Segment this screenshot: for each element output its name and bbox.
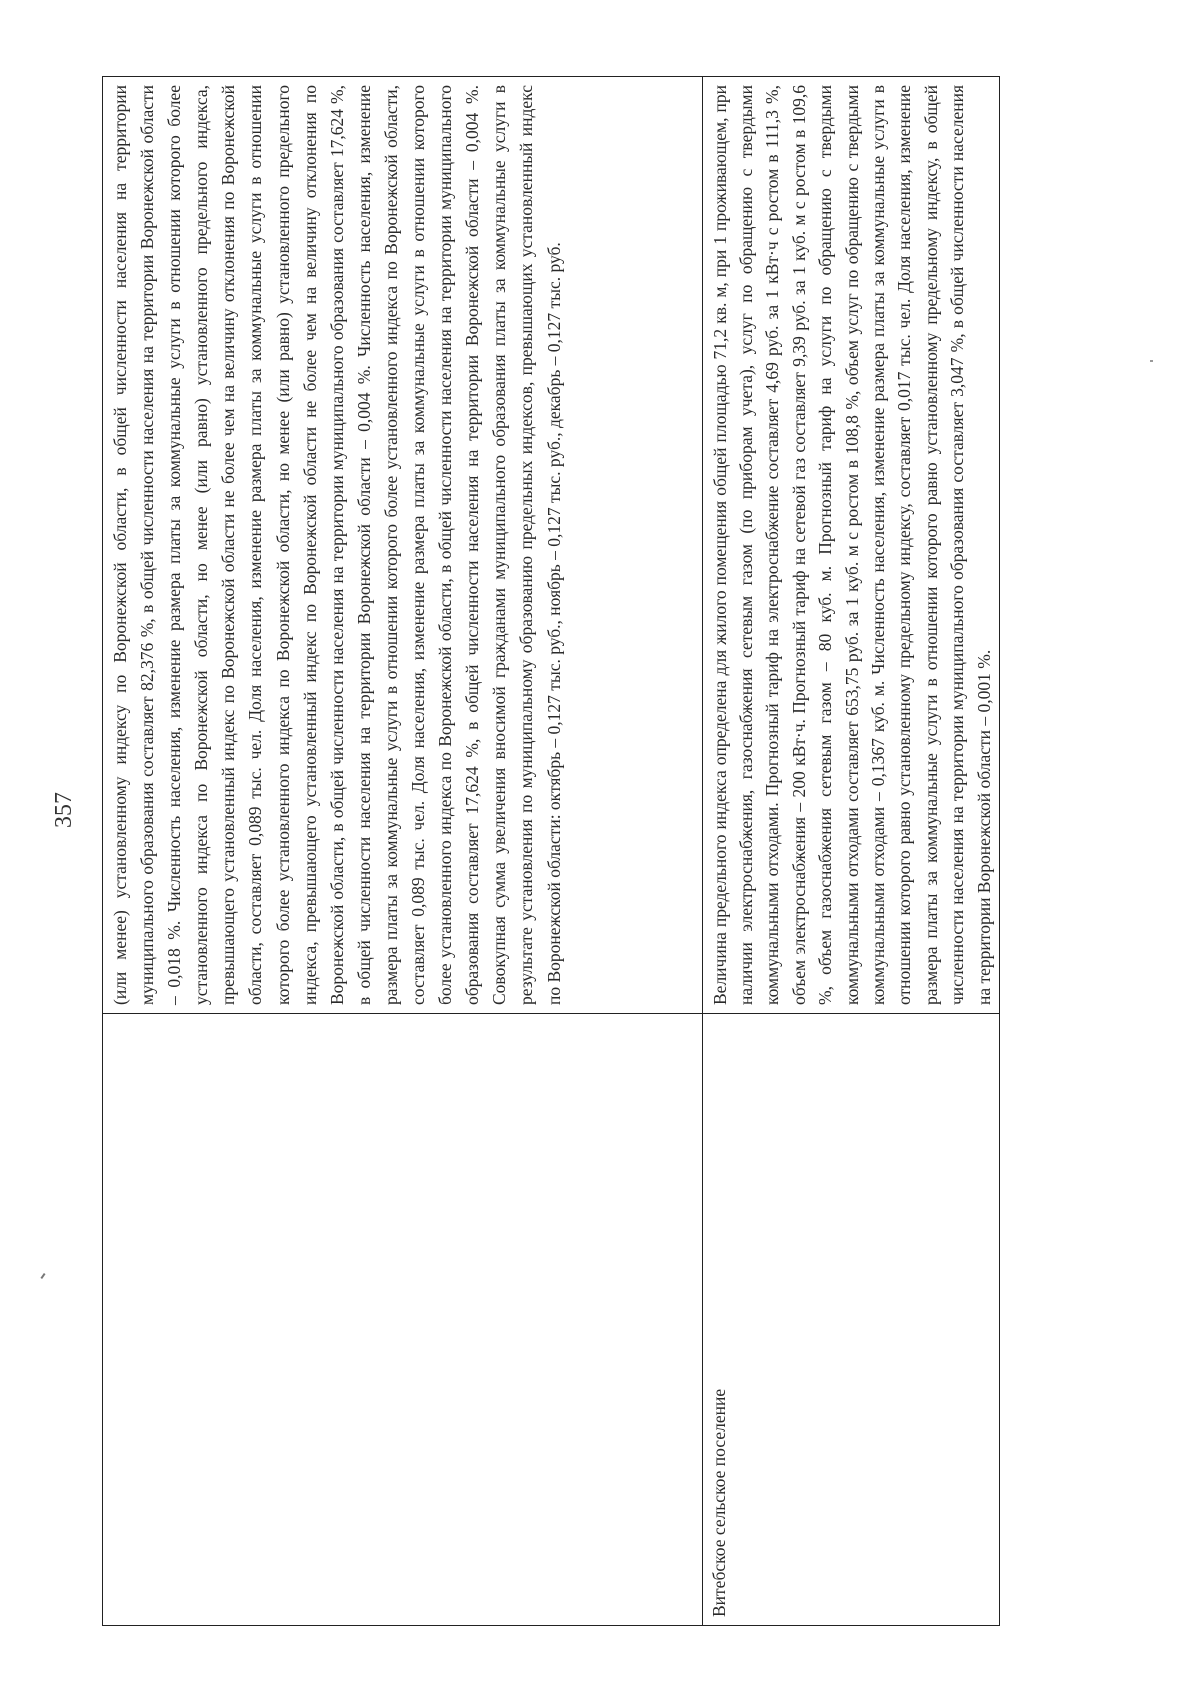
scan-speck	[1150, 360, 1153, 362]
table-row	[103, 77, 703, 1625]
description-cell: (или менее) установленному индексу по Воронежской области, в общей численности населения на территории муниципального образования составляет 82,376 %, в общей численности населения на территории Воронежской области – 0,018 %. Численность населения, изменение размера платы за коммунальные услуги в отношении которого более установленного индекса по Воронежской области, но менее (или равно) установленного предельного индекса, превышающего установленный индекс по Воронежской области не более чем на величину отклонения по Воронежской области, составляет 0,089 тыс. чел. Доля населения, изменение размера платы за коммунальные услуги в отношении которого более установленного индекса по Воронежской области, но менее (или равно) установленного предельного индекса, превышающего установленный индекс по Воронежской области не более чем на величину отклонения по Воронежской области, в общей численности населения на территории муниципального образования составляет 17,624 %, в общей численности населения на территории Воронежской области – 0,004 %. Численность населения, изменение размера платы за коммунальные услуги в отношении которого более установленного индекса по Воронежской области, составляет 0,089 тыс. чел. Доля населения, изменение размера платы за коммунальные услуги в отношении которого более установленного индекса по Воронежской области, в общей численности населения на территории муниципального образования составляет 17,624 %, в общей численности населения на территории Воронежской области – 0,004 %. Совокупная сумма увеличения вносимой гражданами муниципального образования платы за коммунальные услуги в результате установления по муниципальному образованию предельных индексов, превышающих установленный индекс по Воронежской области: октябрь – 0,127 тыс. руб., ноябрь – 0,127 тыс. руб., декабрь – 0,127 тыс. руб.	[110, 85, 564, 1005]
municipality-name-cell: Витебское сельское поселение	[703, 1013, 999, 1625]
document-table-wrapper	[102, 76, 1000, 1626]
page-number: 357	[51, 792, 77, 828]
document-table	[102, 76, 1000, 1626]
scan-speck	[40, 1273, 45, 1279]
municipality-name-cell	[103, 1013, 702, 1625]
description-cell: Величина предельного индекса определена для жилого помещения общей площадью 71,2 кв. м, при 1 проживающем, при наличии электроснабжения, газоснабжения сетевым газом (по приборам учета), услуг по обращению с твердыми коммунальными отходами. Прогнозный тариф на электроснабжение составляет 4,69 руб. за 1 кВт·ч с ростом в 111,3 %, объем электроснабжения – 200 кВт·ч. Прогнозный тариф на сетевой газ составляет 9,39 руб. за 1 куб. м с ростом в 109,6 %, объем газоснабжения сетевым газом – 80 куб. м. Прогнозный тариф на услуги по обращению с твердыми коммунальными отходами составляет 653,75 руб. за 1 куб. м с ростом в 108,8 %, объем услуг по обращению с твердыми коммунальными отходами – 0,1367 куб. м. Численность населения, изменение размера платы за коммунальные услуги в отношении которого равно установленному предельному индексу, составляет 0,017 тыс. чел. Доля населения, изменение размера платы за коммунальные услуги в отношении которого равно установленному предельному индексу, в общей численности населения на территории муниципального образования составляет 3,047 %, в общей численности населения на территории Воронежской области – 0,001 %.	[709, 85, 994, 1005]
table-row	[703, 77, 999, 1625]
